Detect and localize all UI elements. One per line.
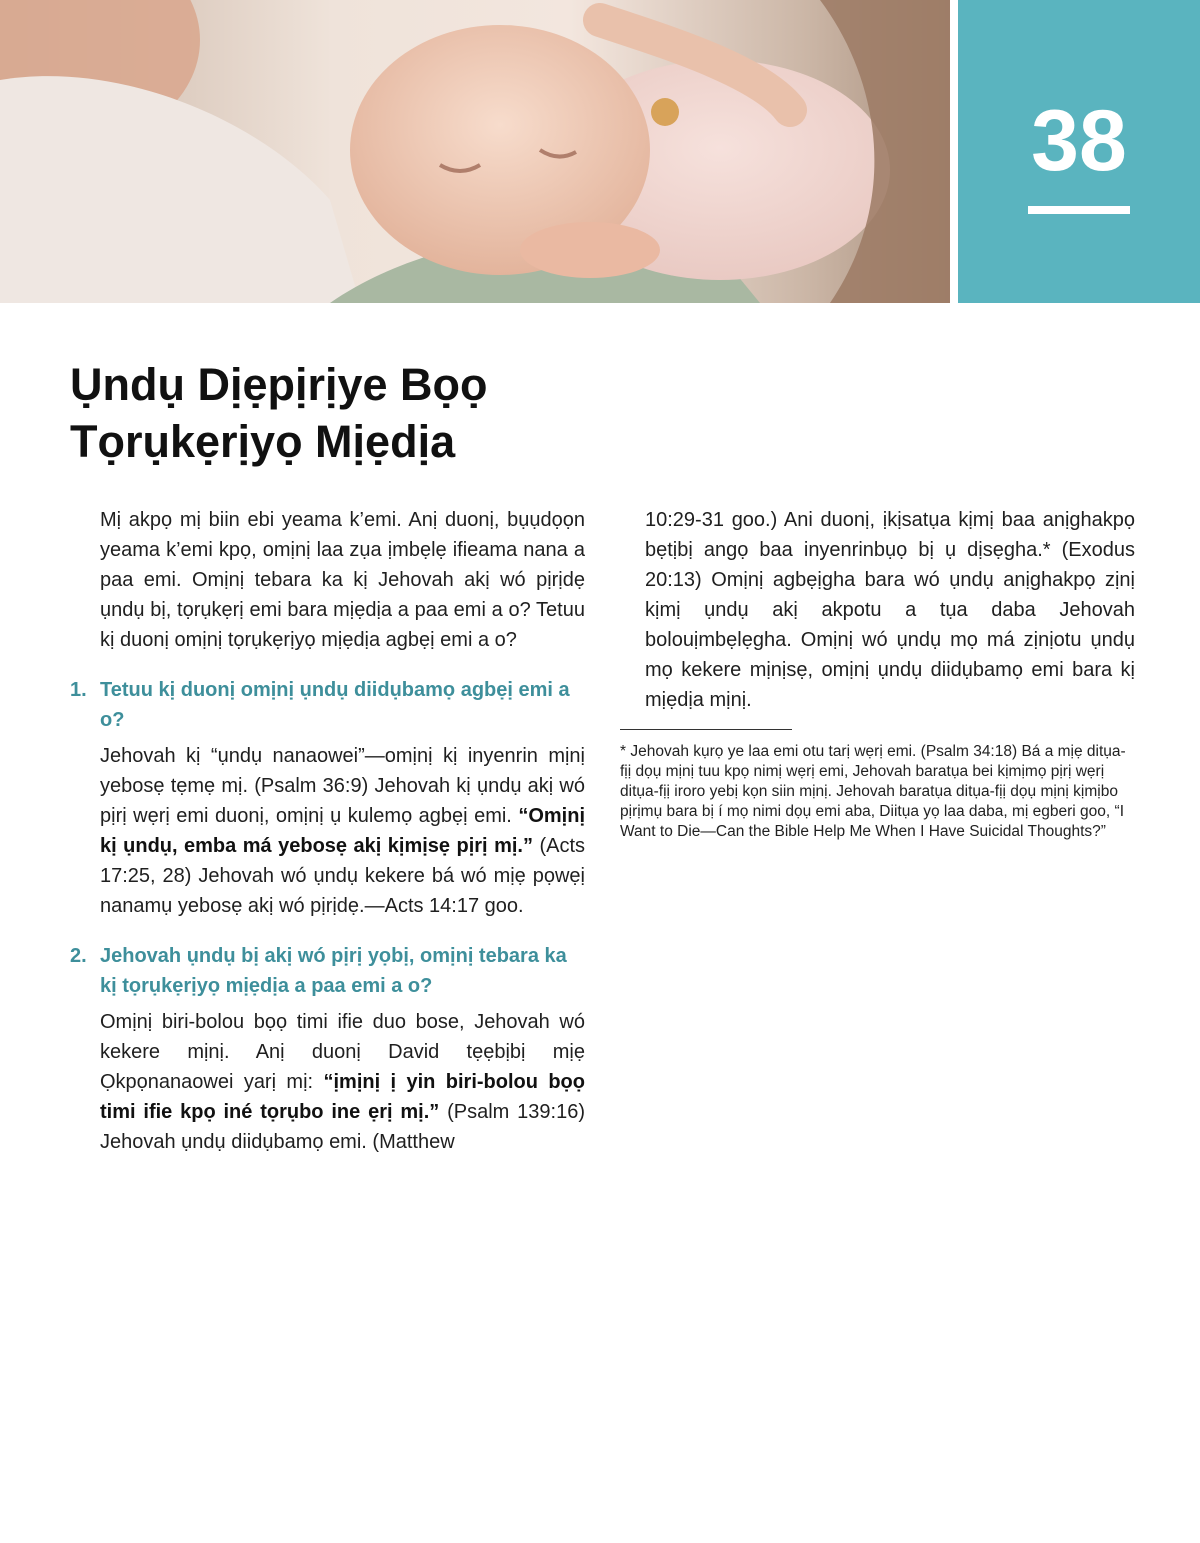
intro-paragraph: Mị akpọ mị biin ebi yeama k’emi. Anị duonị, bụụdọọn yeama k’emi kpọ, omịnị laa zụa ịmbẹlẹ ifieama nana a paa emi. Omịnị tebara ka kị Jehovah akị wó pịrịdẹ ụndụ bị, tọrụkẹrị emi bara mịẹdịa a paa emi a o? Tetuu kị duonị omịnị tọrụkẹrịyọ mịẹdịa agbẹị emi a o?	[100, 509, 585, 651]
section-2-text-a: Omịnị biri-bolou bọọ timi ifie duo bose, Jehovah wó kekere mịnị. Anị duonị David tẹẹbịbị mịẹ Ọkpọnanaowei yarị mị:	[100, 1011, 585, 1093]
section-1-text-a: Jehovah kị “ụndụ nanaowei”—omịnị kị inyenrin mịnị yebosẹ tẹmẹ mị. (Psalm 36:9) Jehovah kị ụndụ akị wó pịrị wẹrị emi duonị, omịnị ụ kulemọ agbẹị emi.	[100, 745, 585, 827]
title-line-1: Ụndụ Dịẹpịrịye Bọọ	[70, 359, 488, 410]
right-column	[620, 505, 1135, 842]
question-2-text: Jehovah ụndụ bị akị wó pịrị yọbị, omịnị tebara ka kị tọrụkẹrịyọ mịẹdịa a paa emi a o?	[100, 945, 567, 997]
hero-photo	[0, 0, 950, 303]
question-1-number: 1.	[70, 679, 87, 701]
left-column	[70, 505, 585, 1157]
chapter-title	[70, 356, 670, 470]
chapter-number: 38	[1031, 93, 1127, 189]
continued-paragraph: 10:29-31 goo.) Ani duonị, ịkịsatụa kịmị baa anịghakpọ bẹtịbị angọ baa inyenrinbụọ bị ụ dịsẹgha.* (Exodus 20:13) Omịnị agbẹịgha bara wó ụndụ anịghakpọ zịnị kịmị ụndụ akị akpotu a tụa daba Jehovah bolouịmbẹlẹgha. Omịnị wó ụndụ mọ má zịnịotu ụndụ mọ kekere mịnịsẹ, omịnị ụndụ diidụbamọ emi bara kị mịẹdịa mịnị.	[645, 509, 1135, 711]
baby-photo-illustration	[0, 0, 950, 303]
section-1-text-b: (Acts 17:25, 28) Jehovah wó ụndụ kekere bá wó mịẹ pọwẹị nanamụ yebosẹ akị wó pịrịdẹ.—Acts 14:17 goo.	[100, 835, 585, 917]
question-1-text: Tetuu kị duonị omịnị ụndụ diidụbamọ agbẹị emi a o?	[100, 679, 570, 731]
section-1-paragraph	[70, 741, 585, 921]
section-1-quote: “Omịnị kị ụndụ, emba má yebosẹ akị kịmịsẹ pịrị mị.”	[100, 805, 585, 857]
badge-underline	[1028, 206, 1130, 214]
question-2	[70, 941, 585, 1001]
question-2-number: 2.	[70, 945, 87, 967]
title-line-2: Tọrụkẹrịyọ Mịẹdịa	[70, 416, 456, 467]
chapter-badge	[958, 0, 1200, 303]
section-2-paragraph	[70, 1007, 585, 1157]
footnote-divider	[620, 729, 792, 730]
footnote: * Jehovah kụrọ ye laa emi otu tarị wẹrị emi. (Psalm 34:18) Bá a mịẹ ditụa-fịị dọụ mịnị tuu kpọ nimị wẹrị emi, Jehovah baratụa bei kịmịmọ pịrị wẹrị ditụa-fịị iroro yebị kọn siin mịnị. Jehovah baratụa ditụa-fịị dọụ mịnị kịmịbo pịrịmụ bara bị í mọ nimi dọụ emi aba, Diitụa yọ laa daba, mị egberi goo, “I Want to Die—Can the Bible Help Me When I Have Suicidal Thoughts?”	[620, 743, 1126, 840]
section-2-quote: “ịmịnị ị yin biri-bolou bọọ timi ifie kpọ iné tọrụbo ine ẹrị mị.”	[100, 1071, 585, 1123]
question-1	[70, 675, 585, 735]
section-2-text-b: (Psalm 139:16) Jehovah ụndụ diidụbamọ emi. (Matthew	[100, 1101, 585, 1153]
